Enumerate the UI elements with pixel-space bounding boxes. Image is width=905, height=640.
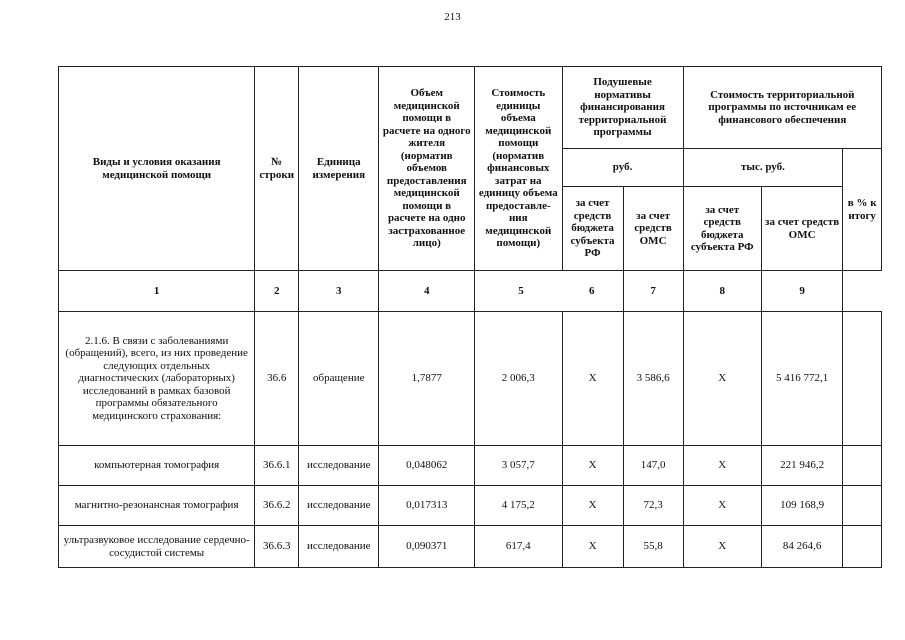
row-per-capita-oms: 147,0: [623, 446, 683, 486]
table-row: [59, 486, 882, 526]
col-number: 5: [518, 284, 524, 297]
col-number: 7: [623, 271, 683, 312]
row-per-capita-budget: Х: [562, 486, 623, 526]
page-number: 213: [444, 11, 461, 23]
row-total-budget: Х: [683, 446, 761, 486]
row-number: 36.6.3: [255, 526, 299, 568]
table-row: [59, 312, 882, 446]
col-number-pair: [475, 271, 624, 312]
header-unit: Единица измерения: [299, 67, 379, 271]
header-unit-cost: Стоимость единицы объема медицинской помощи (норматив финансовых затрат на единицу объема предоставле-ния медицинской помощи): [475, 67, 562, 271]
row-number: 36.6.2: [255, 486, 299, 526]
row-unit: исследование: [299, 446, 379, 486]
column-numbers-row: [59, 271, 882, 312]
header-total-budget: за счет средств бюджета субъекта РФ: [683, 187, 761, 271]
col-number: 1: [59, 271, 255, 312]
row-cost: 2 006,3: [475, 312, 562, 446]
row-total-budget: Х: [683, 486, 761, 526]
header-percent: в % к итогу: [843, 149, 882, 271]
col-number: 8: [683, 271, 761, 312]
row-per-capita-budget: Х: [562, 312, 623, 446]
row-total-oms: 221 946,2: [761, 446, 842, 486]
header-total-oms: за счет средств ОМС: [761, 187, 842, 271]
row-cost: 617,4: [475, 526, 562, 568]
col-number: 2: [255, 271, 299, 312]
header-rub: руб.: [562, 149, 683, 187]
row-volume: 0,048062: [379, 446, 475, 486]
row-unit: исследование: [299, 526, 379, 568]
col-number: 4: [379, 271, 475, 312]
row-total-budget: Х: [683, 526, 761, 568]
row-cost: 3 057,7: [475, 446, 562, 486]
row-percent: [843, 446, 882, 486]
row-name: ультразвуковое исследование сердечно-сосудистой системы: [59, 526, 255, 568]
header-per-capita-oms: за счет средств ОМС: [623, 187, 683, 271]
col-number: 6: [589, 284, 595, 297]
row-percent: [843, 486, 882, 526]
row-per-capita-oms: 72,3: [623, 486, 683, 526]
header-per-capita: Подушевые нормативы финансирования территориальной программы: [562, 67, 683, 149]
header-thous-rub: тыс. руб.: [683, 149, 843, 187]
row-per-capita-budget: Х: [562, 446, 623, 486]
medical-care-cost-table: [58, 66, 882, 568]
row-unit: обращение: [299, 312, 379, 446]
header-per-capita-budget: за счет средств бюджета субъекта РФ: [562, 187, 623, 271]
row-volume: 0,090371: [379, 526, 475, 568]
row-total-oms: 5 416 772,1: [761, 312, 842, 446]
row-volume: 1,7877: [379, 312, 475, 446]
header-types: Виды и условия оказания медицинской помощи: [59, 67, 255, 271]
header-volume: Объем медицинской помощи в расчете на одного жителя (норматив объемов предоставления медицинской помощи в расчете на одно застрахованное лицо): [379, 67, 475, 271]
row-percent: [843, 526, 882, 568]
row-name: 2.1.6. В связи с заболеваниями (обращений), всего, из них проведение следующих отдельных диагностических (лабораторных) исследований в рамках базовой программы обязательного медицинского страхования:: [59, 312, 255, 446]
row-cost: 4 175,2: [475, 486, 562, 526]
row-per-capita-oms: 3 586,6: [623, 312, 683, 446]
row-number: 36.6: [255, 312, 299, 446]
table-row: [59, 446, 882, 486]
row-number: 36.6.1: [255, 446, 299, 486]
header-cost-total: Стоимость территориальной программы по источникам ее финансового обеспечения: [683, 67, 881, 149]
row-total-oms: 109 168,9: [761, 486, 842, 526]
table-row: [59, 526, 882, 568]
col-number: 3: [299, 271, 379, 312]
row-total-oms: 84 264,6: [761, 526, 842, 568]
row-percent: [843, 312, 882, 446]
row-name: магнитно-резонансная томография: [59, 486, 255, 526]
row-per-capita-budget: Х: [562, 526, 623, 568]
row-per-capita-oms: 55,8: [623, 526, 683, 568]
header-row-no: № строки: [255, 67, 299, 271]
row-unit: исследование: [299, 486, 379, 526]
row-name: компьютерная томография: [59, 446, 255, 486]
row-volume: 0,017313: [379, 486, 475, 526]
col-number: 9: [761, 271, 842, 312]
row-total-budget: Х: [683, 312, 761, 446]
